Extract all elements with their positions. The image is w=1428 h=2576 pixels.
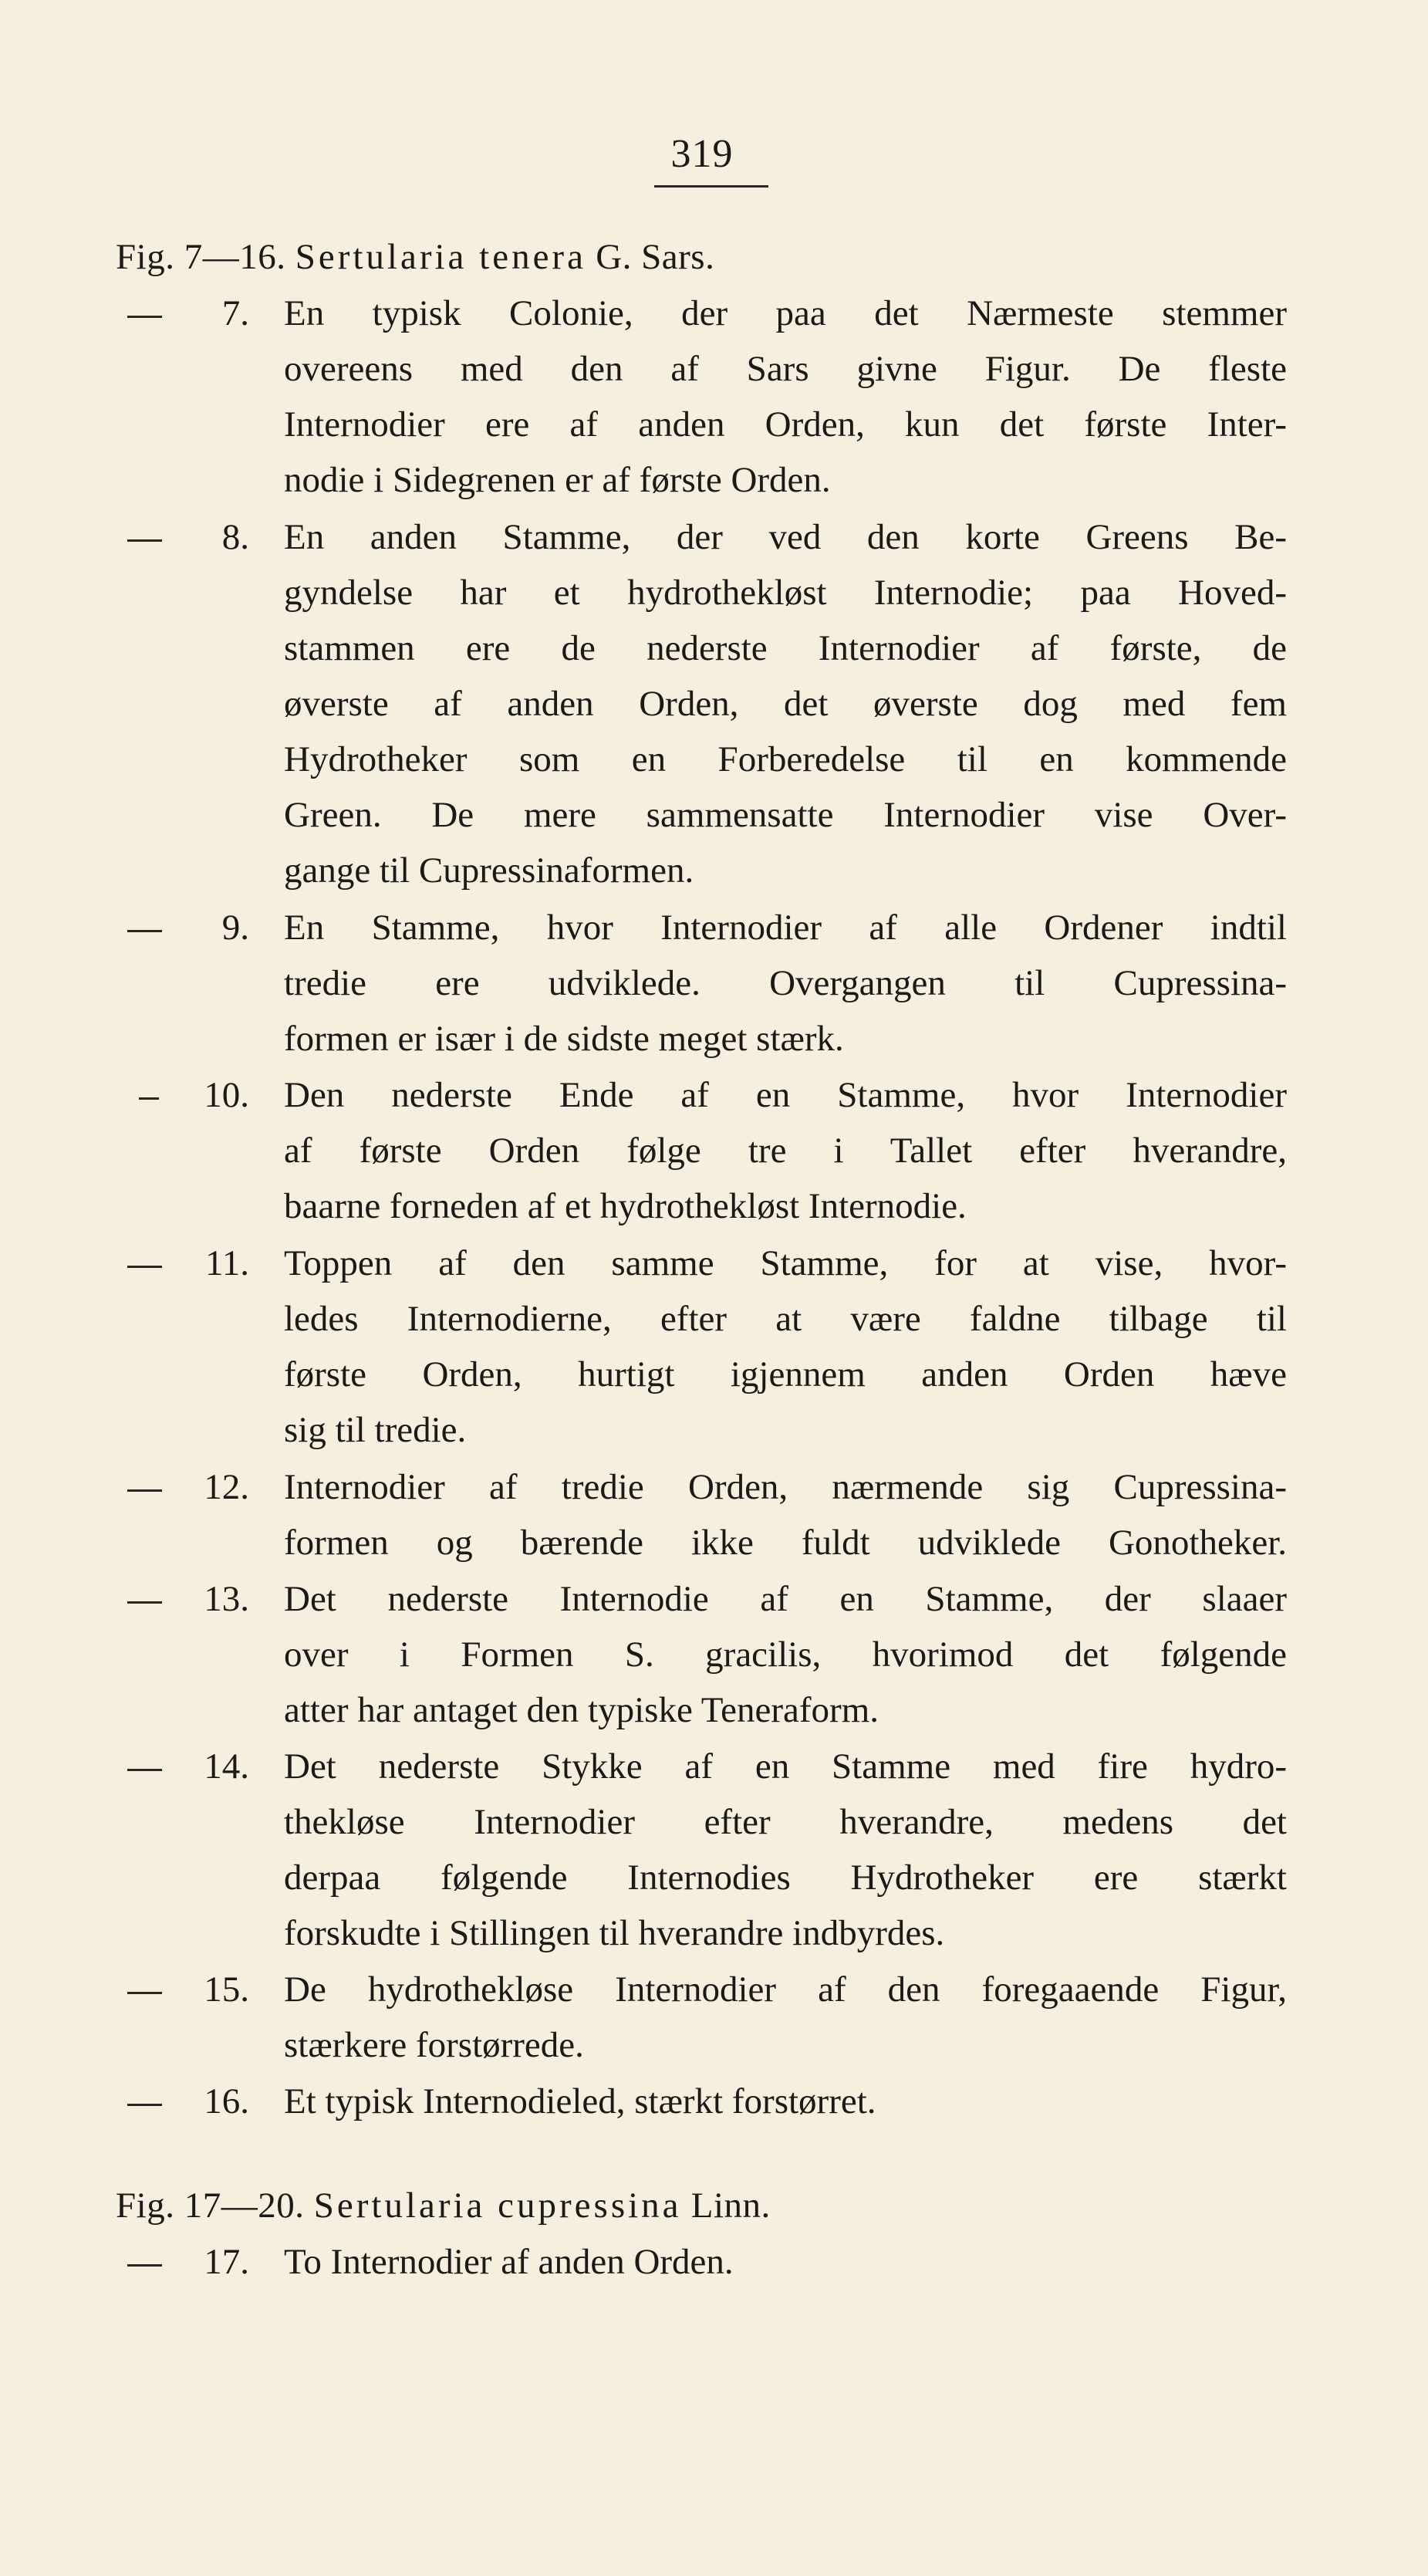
entry-number: 17. [204,2242,249,2282]
entry-line: gange til Cupressinaformen. [284,850,694,891]
section-heading-species: Sertularia cupressina [313,2186,682,2226]
entry-line: En typisk Colonie, der paa det Nærmeste stemmer [284,293,1287,333]
entry-line: af første Orden følge tre i Tallet efter hverandre, [284,1131,1287,1171]
entry-line: thekløse Internodier efter hverandre, medens det [284,1802,1287,1842]
section-heading-fig: Fig. 7—16. [116,237,286,277]
section-heading-species: Sertularia tenera [295,237,586,277]
entry-number: 8. [221,517,249,557]
entry-line: nodie i Sidegrenen er af første Orden. [284,460,831,500]
entry-line: Internodier af tredie Orden, nærmende sig Cupressina- [284,1467,1287,1507]
page-number: 319 [670,132,734,176]
entry-line: Det nederste Internodie af en Stamme, der slaaer [284,1579,1287,1619]
entry-line: første Orden, hurtigt igjennem anden Orden hæve [284,1354,1287,1394]
entry-line: tredie ere udviklede. Overgangen til Cupressina- [284,963,1287,1003]
entry-number: 16. [204,2081,249,2121]
page-number-underline [654,185,768,188]
entry-line: over i Formen S. gracilis, hvorimod det følgende [284,1635,1287,1675]
entry-line: En anden Stamme, der ved den korte Greens Be- [284,517,1287,557]
entry-number: 12. [204,1467,249,1507]
entry-line: En Stamme, hvor Internodier af alle Ordener indtil [284,908,1287,948]
entry-line: gyndelse har et hydrothekløst Internodie; paa Hoved- [284,573,1287,613]
section-heading-author: G. Sars. [596,237,715,277]
entry-number: 9. [221,908,249,948]
entry-line: ledes Internodierne, efter at være faldne tilbage til [284,1299,1287,1339]
entry-number: 11. [204,1243,249,1283]
entry-line: Det nederste Stykke af en Stamme med fire hydro- [284,1746,1287,1787]
entry-line: baarne forneden af et hydrothekløst Internodie. [284,1186,967,1226]
entry-number: 7. [221,293,249,333]
entry-line: Et typisk Internodieled, stærkt forstørret. [284,2081,876,2121]
entry-line: sig til tredie. [284,1410,467,1450]
section-heading-author: Linn. [690,2186,771,2226]
entry-number: 14. [204,1746,249,1787]
entry-line: Internodier ere af anden Orden, kun det første Inter- [284,404,1287,445]
entry-line: stærkere forstørrede. [284,2025,584,2065]
entry-line: De hydrothekløse Internodier af den foregaaende Figur, [284,1969,1287,2010]
entry-number: 10. [204,1075,249,1115]
section-heading-b [116,2184,771,2227]
entry-line: To Internodier af anden Orden. [284,2242,734,2282]
entry-number: 15. [204,1969,249,2010]
section-heading-fig: Fig. 17—20. [116,2186,305,2226]
entry-line: atter har antaget den typiske Teneraform. [284,1690,879,1730]
entry-line: overeens med den af Sars givne Figur. De fleste [284,349,1287,389]
entry-line: formen er især i de sidste meget stærk. [284,1019,844,1059]
entry-line: Hydrotheker som en Forberedelse til en kommende [284,739,1287,779]
section-heading-a [116,235,714,279]
entry-number: 13. [204,1579,249,1619]
entry-line: Green. De mere sammensatte Internodier vise Over- [284,795,1287,835]
entry-line: formen og bærende ikke fuldt udviklede Gonotheker. [284,1523,1287,1563]
entry-line: Den nederste Ende af en Stamme, hvor Internodier [284,1075,1287,1115]
entry-line: forskudte i Stillingen til hverandre indbyrdes. [284,1913,945,1953]
entry-line: øverste af anden Orden, det øverste dog med fem [284,684,1287,724]
entry-line: stammen ere de nederste Internodier af første, de [284,628,1287,668]
entry-line: Toppen af den samme Stamme, for at vise, hvor- [284,1243,1287,1283]
entry-line: derpaa følgende Internodies Hydrotheker ere stærkt [284,1858,1287,1898]
